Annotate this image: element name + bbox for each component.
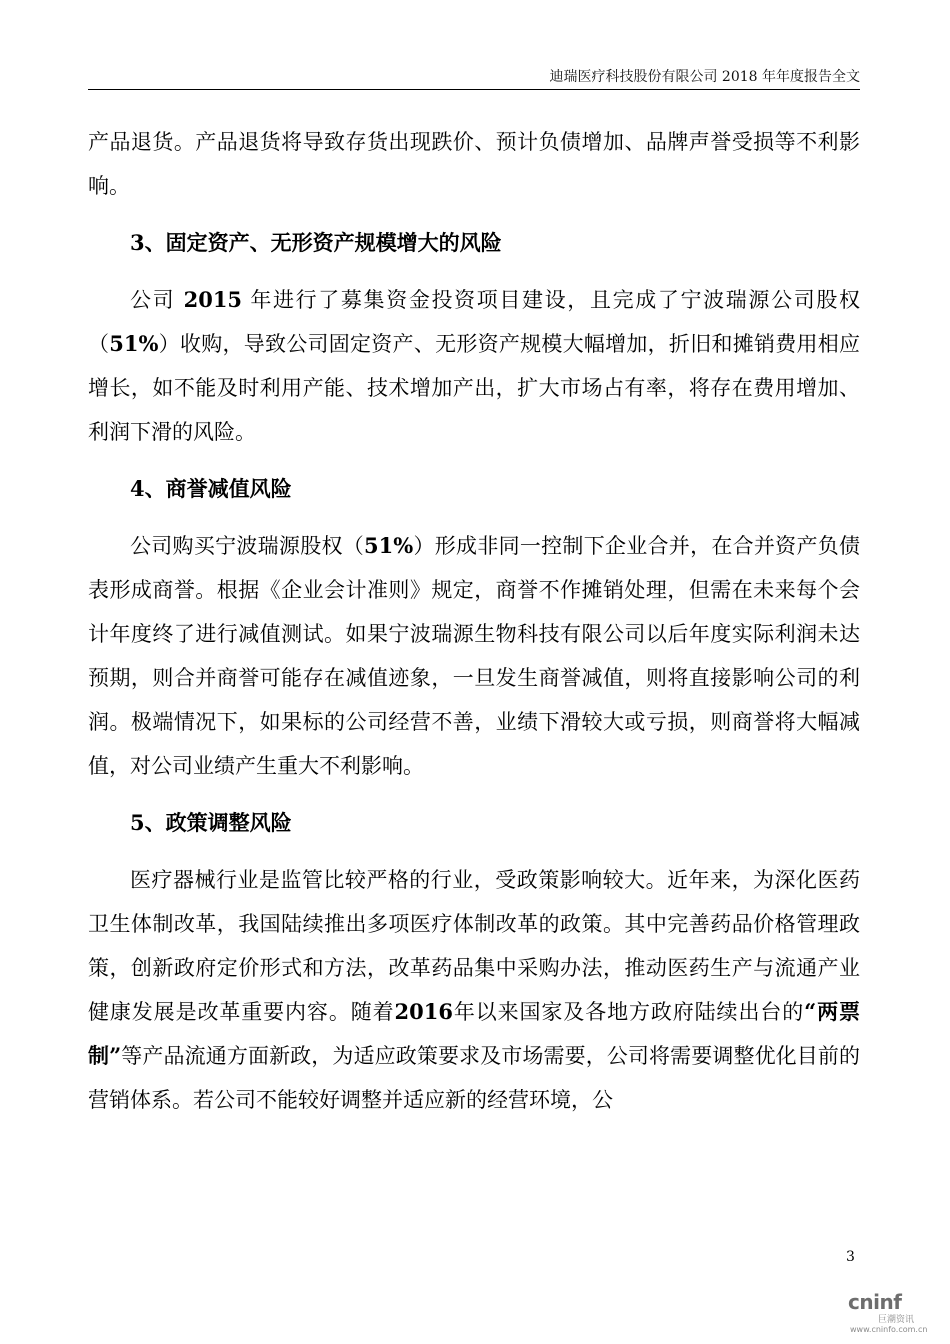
text-fragment: 医疗器械行业是监管比较严格的行业，受政策影响较大。近年来，为深化医药卫生体制改革，我国陆续推出多项医疗体制改革的政策。其中完善药品价格管理政策，创新政府定价形式和方法，改革药品集中采购办法，推动医药生产与流通产业健康发展是改革重要内容。随着 [88,868,860,1024]
logo-wordmark: cninf [848,1290,902,1314]
text-fragment: 等产品流通方面新政，为适应政策要求及市场需要，公司将需要调整优化目前的营销体系。若公司不能较好调整并适应新的经营环境，公 [88,1044,860,1112]
logo-chinese-name: 巨潮资讯 [878,1315,915,1325]
section-heading-3: 3、固定资产、无形资产规模增大的风险 [130,230,502,255]
year-2015: 2015 [183,287,243,312]
section-heading-5: 5、政策调整风险 [130,810,292,835]
paragraph-fixed-assets-risk [88,278,860,454]
cninfo-logo [848,1290,940,1338]
logo-url: www.cninfo.com.cn [850,1325,928,1334]
section-heading-4: 4、商誉减值风险 [130,476,292,501]
page-number: 3 [846,1249,855,1265]
paragraph-goodwill-risk [88,524,860,788]
text-fragment: ）收购，导致公司固定资产、无形资产规模大幅增加，折旧和摊销费用相应增长，如不能及时利用产能、技术增加产出，扩大市场占有率，将存在费用增加、利润下滑的风险。 [88,332,861,444]
text-fragment: 公司购买宁波瑞源股权（ [130,534,365,558]
text-fragment: 年进行了募集资金投资项目建设，且完成了宁波瑞源公司股权（ [88,288,860,356]
percent-51: 51% [364,533,414,558]
report-header-title: 迪瑞医疗科技股份有限公司 2018 年年度报告全文 [549,69,860,85]
paragraph-policy-risk [88,858,860,1122]
year-2016: 2016 [394,999,453,1024]
two-invoice-system-term: “两票制” [88,999,860,1068]
text-fragment: 公司 [130,288,184,312]
header-divider [88,89,860,90]
text-fragment: ）形成非同一控制下企业合并，在合并资产负债表形成商誉。根据《企业会计准则》规定，商誉不作摊销处理，但需在未来每个会计年度终了进行减值测试。如果宁波瑞源生物科技有限公司以后年度实际利润未达预期，则合并商誉可能存在减值迹象，一旦发生商誉减值，则将直接影响公司的利润。极端情况下，如果标的公司经营不善，业绩下滑较大或亏损，则商誉将大幅减值，对公司业绩产生重大不利影响。 [88,534,861,778]
percent-51: 51% [109,331,159,356]
paragraph-product-returns: 产品退货。产品退货将导致存货出现跌价、预计负债增加、品牌声誉受损等不利影响。 [88,130,860,198]
document-body [88,120,860,1122]
text-fragment: 年以来国家及各地方政府陆续出台的 [452,1000,805,1024]
